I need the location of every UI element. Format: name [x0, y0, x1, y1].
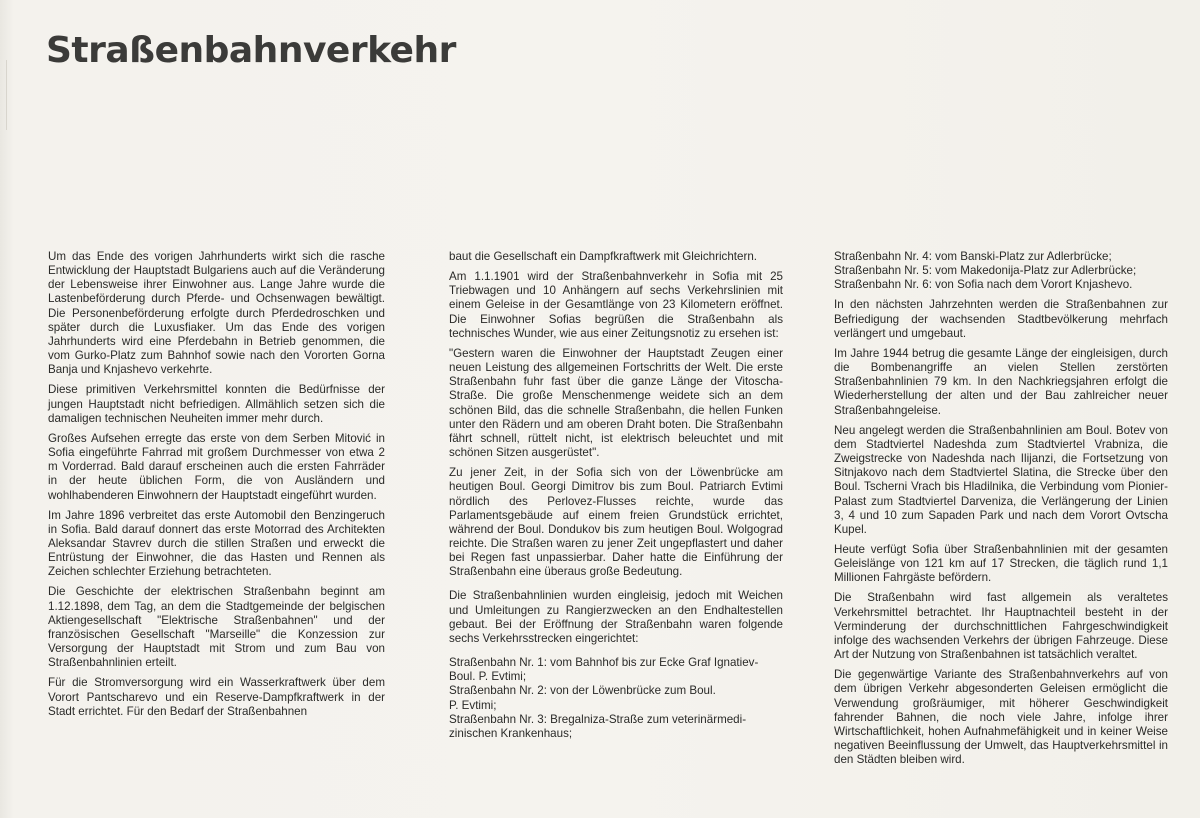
page-title: Straßenbahnverkehr	[46, 30, 456, 71]
text-column-1	[48, 250, 385, 725]
page-edge-mark	[0, 60, 7, 130]
route-line: P. Evtimi;	[449, 698, 497, 712]
paragraph: Die Geschichte der elektrischen Straßenbahn beginnt am 1.12.1898, dem Tag, an dem die Stadtgemeinde der belgischen Aktiengesellschaft "Elektrische Straßenbahnen" und der französischen Gesellschaft "Marseille" die Konzession zur Versorgung der Hauptstadt mit Strom und zum Bau von Straßenbahnlinien erteilt.	[48, 585, 385, 670]
paragraph: Im Jahre 1896 verbreitet das erste Automobil den Benzingeruch in Sofia. Bald darauf donnert das erste Motorrad des Architekten Aleksandar Stavrev durch die stillen Straßen und erweckt die Entrüstung der Einwohner, die das Hasten und Rennen als Zeichen schlechter Erziehung betrachteten.	[48, 508, 385, 579]
paragraph: Die gegenwärtige Variante des Straßenbahnverkehrs auf von dem übrigen Verkehr abgesonderten Geleisen ermöglicht die Verwendung großräumiger, mit höherer Geschwindigkeit fahrender Bahnen, die noch viele Jahre, infolge ihrer Wirtschaftlichkeit, hohen Aufnahmefähigkeit und in keiner Weise negativen Beeinflussung der Umwelt, das Hauptverkehrsmittel in den Städten bleiben wird.	[834, 668, 1168, 767]
paragraph: Die Straßenbahn wird fast allgemein als veraltetes Verkehrsmittel betrachtet. Ihr Hauptnachteil besteht in der Verminderung der durchschnittlichen Fahrgeschwindigkeit infolge des wachsenden Verkehrs der übrigen Fahrzeuge. Diese Art der Nutzung von Straßenbahnen ist tatsächlich veraltet.	[834, 591, 1168, 662]
route-line: zinischen Krankenhaus;	[449, 726, 573, 740]
quotation: "Gestern waren die Einwohner der Hauptstadt Zeugen einer neuen Leistung des allgemeinen Fortschritts der Welt. Die erste Straßenbahn fuhr fast über die ganze Länge der Vitoscha-Straße. Die große Menschenmenge weidete sich an dem schönen Bild, das die schnelle Straßenbahn, die hellen Funken unter den Rädern und am oberen Draht boten. Die Straßenbahn fährt schnell, rüttelt nicht, ist elektrisch beleuchtet und mit schönen Sitzen ausgerüstet".	[449, 346, 783, 460]
paragraph: Für die Stromversorgung wird ein Wasserkraftwerk über dem Vorort Pantscharevo und ein Reserve-Dampfkraftwerk in der Stadt errichtet. Für den Bedarf der Straßenbahnen	[48, 676, 385, 718]
route-list	[449, 656, 783, 741]
paragraph: Großes Aufsehen erregte das erste von dem Serben Mitović in Sofia eingeführte Fahrrad mit großem Durchmesser von etwa 2 m Vorderrad. Bald darauf erscheinen auch die ersten Fahrräder in der heute üblichen Form, die von Ausländern und wohlhabenderen Einwohnern der Hauptstadt eingeführt wurden.	[48, 431, 385, 502]
paragraph: Zu jener Zeit, in der Sofia sich von der Löwenbrücke am heutigen Boul. Georgi Dimitrov bis zum Boul. Patriarch Evtimi nördlich des Perlovez-Flusses reichte, wurde das Parlamentsgebäude auf einem freien Grundstück errichtet, während der Boul. Dondukov bis zum heutigen Boul. Wolgograd reichte. Die Straßen waren zu jener Zeit ungepflastert und daher bei Regen fast unpassierbar. Daher hatte die Einführung der Straßenbahn eine überaus große Bedeutung.	[449, 466, 783, 579]
route-line: Straßenbahn Nr. 2: von der Löwenbrücke zum Boul.	[449, 684, 716, 698]
paragraph: Im Jahre 1944 betrug die gesamte Länge der eingleisigen, durch die Bombenangriffe an vielen Stellen zerstörten Straßenbahnlinien 79 km. In den Nachkriegsjahren erfolgt die Wiederherstellung der alten und der Bau zahlreicher neuer Straßenbahngeleise.	[834, 346, 1168, 417]
paragraph: Die Straßenbahnlinien wurden eingleisig, jedoch mit Weichen und Umleitungen zu Rangierzwecken an den Endhaltestellen gebaut. Bei der Eröffnung der Straßenbahn waren folgende sechs Verkehrsstrecken eingerichtet:	[449, 589, 783, 645]
route-list	[834, 250, 1168, 292]
route-line: Straßenbahn Nr. 4: vom Banski-Platz zur Adlerbrücke;	[834, 250, 1112, 263]
paragraph: Um das Ende des vorigen Jahrhunderts wirkt sich die rasche Entwicklung der Hauptstadt Bulgariens auch auf die Veränderung der Lebensweise ihrer Einwohner aus. Lange Jahre wurde die Lastenbeförderung durch Pferde- und Ochsenwagen bewältigt. Die Personenbeförderung erfolgte durch Pferdedroschken und später durch die Luxusfiaker. Um das Ende des vorigen Jahrhunderts wird eine Pferdebahn in Betrieb genommen, die vom Gurko-Platz zum Bahnhof sowie nach den Vororten Gorna Banja und Knjashevo verkehrte.	[48, 250, 385, 377]
route-line: Straßenbahn Nr. 6: von Sofia nach dem Vorort Knjashevo.	[834, 278, 1133, 292]
text-column-2	[449, 250, 783, 741]
paragraph: In den nächsten Jahrzehnten werden die Straßenbahnen zur Befriedigung der wachsenden Stadtbevölkerung mehrfach verlängert und umgebaut.	[834, 298, 1168, 340]
paragraph: Neu angelegt werden die Straßenbahnlinien am Boul. Botev von dem Stadtviertel Nadeshda zum Stadtviertel Vrabniza, die Zweigstrecke von Nadeshda nach Ilijanzi, die Fortsetzung von Sitnjakovo nach dem Stadtviertel Slatina, die Strecke über den Boul. Tscherni Vrach bis Hladilnika, die Verbindung vom Pionier-Palast zum Stadtviertel Darveniza, die Verlängerung der Linien 3, 4 und 10 zum Sapaden Park und nach dem Vorort Ovtscha Kupel.	[834, 423, 1168, 536]
paragraph: Diese primitiven Verkehrsmittel konnten die Bedürfnisse der jungen Hauptstadt nicht befriedigen. Allmählich setzen sich die damaligen technischen Neuheiten immer mehr durch.	[48, 383, 385, 425]
route-line: Straßenbahn Nr. 5: vom Makedonija-Platz zur Adlerbrücke;	[834, 264, 1137, 278]
paragraph: baut die Gesellschaft ein Dampfkraftwerk mit Gleichrichtern.	[449, 250, 757, 263]
paragraph: Am 1.1.1901 wird der Straßenbahnverkehr in Sofia mit 25 Triebwagen und 10 Anhängern auf sechs Verkehrslinien mit einem Geleise in der Gesamtlänge von 23 Kilometern eröffnet. Die Einwohner Sofias begrüßen die Straßenbahn als technisches Wunder, wie aus einer Zeitungsnotiz zu ersehen ist:	[449, 270, 783, 340]
route-line: Straßenbahn Nr. 1: vom Bahnhof bis zur Ecke Graf Ignatiev-	[449, 656, 759, 670]
route-line: Boul. P. Evtimi;	[449, 670, 527, 684]
paragraph: Heute verfügt Sofia über Straßenbahnlinien mit der gesamten Geleislänge von 121 km auf 17 Strecken, die täglich rund 1,1 Millionen Fahrgäste befördern.	[834, 542, 1168, 585]
route-line: Straßenbahn Nr. 3: Bregalniza-Straße zum veterinärmedi-	[449, 712, 747, 726]
text-column-3	[834, 250, 1168, 773]
